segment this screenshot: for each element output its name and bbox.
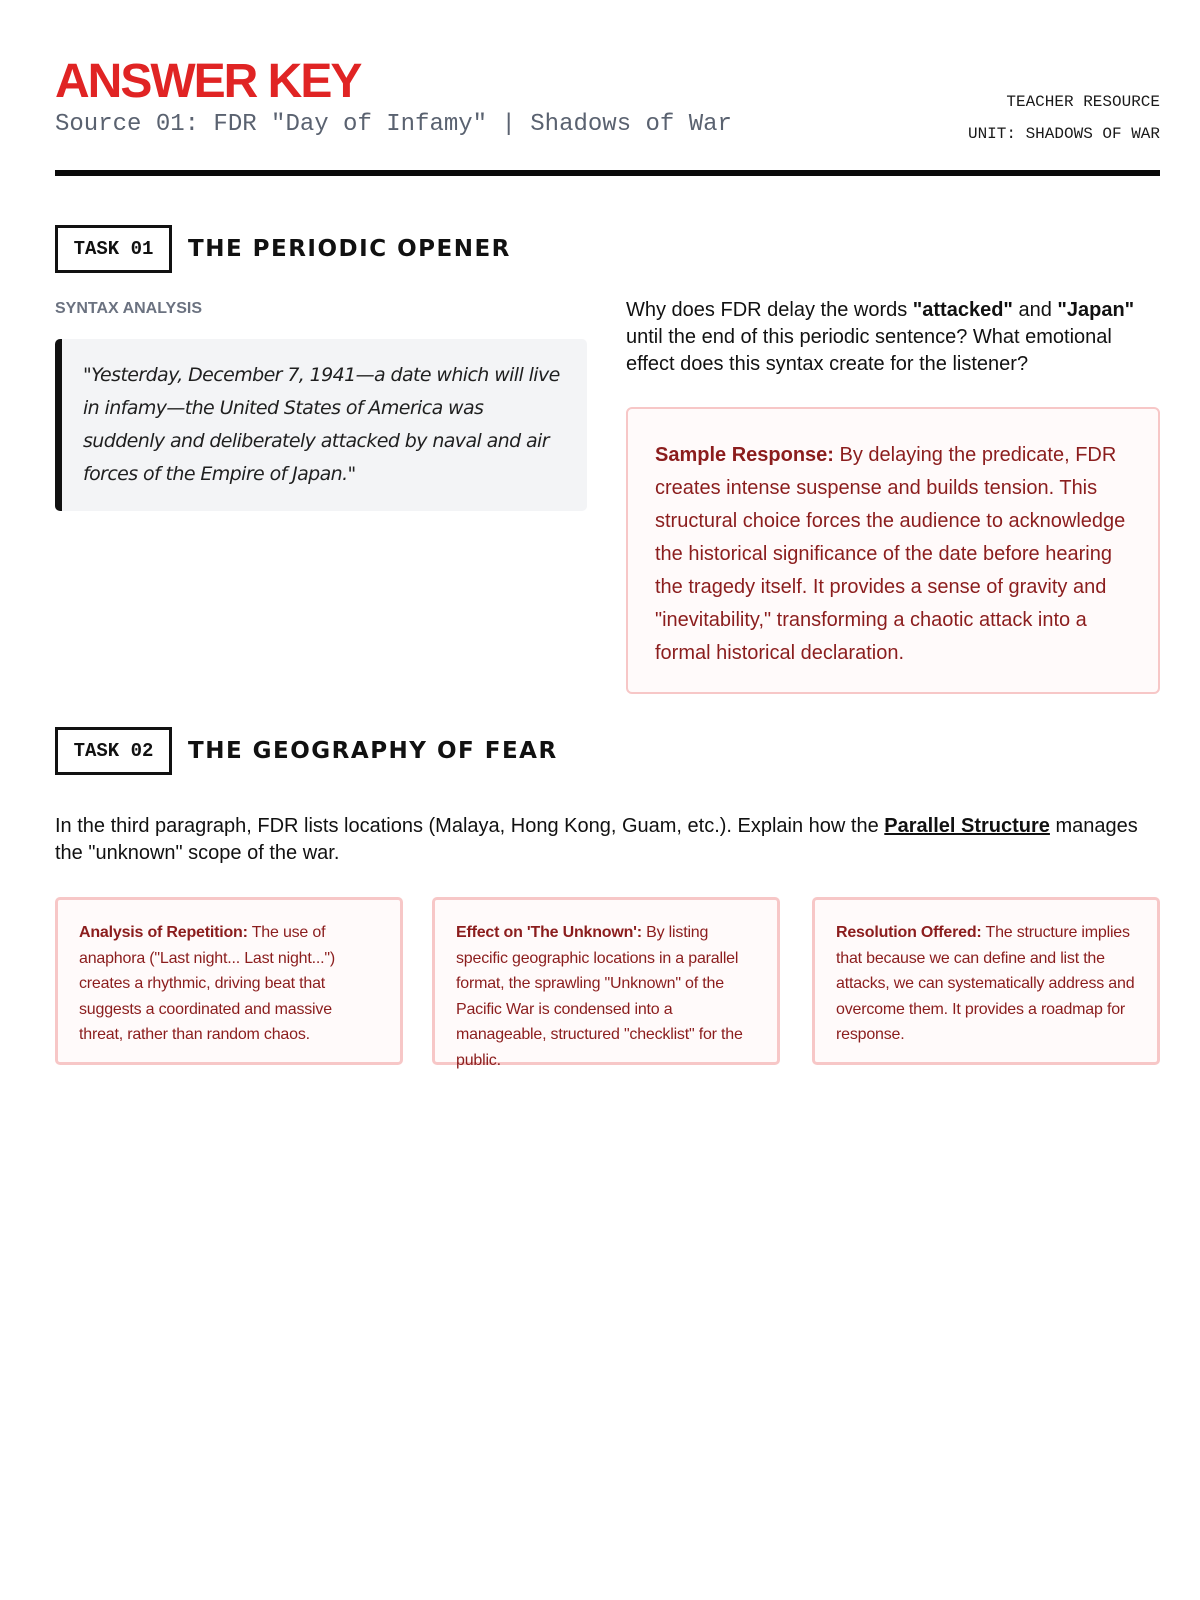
speech-quote-text: "Yesterday, December 7, 1941—a date which will live in infamy—the United States of America was suddenly and deliberately attacked by naval and air forces of the Empire of Japan.": [83, 364, 560, 485]
page-subtitle: Source 01: FDR "Day of Infamy" | Shadows of War: [55, 111, 732, 138]
question-text: until the end of this periodic sentence? What emotional effect does this syntax create for the listener?: [626, 326, 1112, 375]
page-header: [55, 55, 1160, 178]
parallel-structure-term: Parallel Structure: [884, 815, 1050, 837]
question-text: manages the "unknown" scope of the war.: [55, 815, 1138, 864]
question-text: Why does FDR delay the words: [626, 299, 913, 321]
card-label: Analysis of Repetition:: [79, 924, 248, 941]
card-label: Resolution Offered:: [836, 924, 982, 941]
answer-cards: [55, 897, 1160, 1069]
page-title: ANSWER KEY: [55, 55, 361, 108]
task-02-heading: [55, 727, 558, 775]
syntax-analysis-label: SYNTAX ANALYSIS: [55, 300, 202, 317]
question-text: In the third paragraph, FDR lists locations (Malaya, Hong Kong, Guam, etc.). Explain how the: [55, 815, 885, 837]
sample-response-label: Sample Response:: [655, 444, 834, 466]
teacher-resource-label: TEACHER RESOURCE: [1006, 93, 1160, 111]
answer-card-unknown: [432, 897, 780, 1069]
question-text: and: [1012, 299, 1058, 321]
sample-response-body: By delaying the predicate, FDR creates intense suspense and builds tension. This structural choice forces the audience to acknowledge the historical significance of the date before hearing the tragedy itself. It provides a sense of gravity and "inevitability," transforming a chaotic attack into a formal historical declaration.: [655, 444, 1126, 664]
speech-quote-block: [55, 339, 587, 511]
question-emphasis-japan: "Japan": [1057, 299, 1135, 321]
task-01-heading: [55, 225, 511, 273]
unit-label: UNIT: SHADOWS OF WAR: [967, 125, 1160, 143]
task-01-question: [626, 297, 1160, 378]
task-02-badge: TASK 02: [55, 727, 172, 775]
sample-response-box: [626, 407, 1160, 694]
card-body: The structure implies that because we can define and list the attacks, we can systematically address and overcome them. It provides a roadmap for response.: [836, 924, 1135, 1043]
answer-card-resolution: [812, 897, 1160, 1065]
header-divider: [55, 170, 1160, 176]
sample-response-text: [655, 439, 1132, 670]
task-02-title: THE GEOGRAPHY OF FEAR: [188, 738, 558, 764]
question-emphasis-attacked: "attacked": [912, 299, 1013, 321]
card-body: By listing specific geographic locations in a parallel format, the sprawling "Unknown" of the Pacific War is condensed into a manageable, structured "checklist" for the public.: [456, 924, 743, 1069]
answer-card-repetition: [55, 897, 403, 1065]
card-label: Effect on 'The Unknown':: [456, 924, 642, 941]
card-body: The use of anaphora ("Last night... Last night...") creates a rhythmic, driving beat that suggests a coordinated and massive threat, rather than random chaos.: [79, 924, 335, 1043]
task-01-badge: TASK 01: [55, 225, 172, 273]
task-02-question: [55, 813, 1160, 867]
header-meta: [968, 86, 1160, 150]
task-01-title: THE PERIODIC OPENER: [188, 236, 511, 262]
